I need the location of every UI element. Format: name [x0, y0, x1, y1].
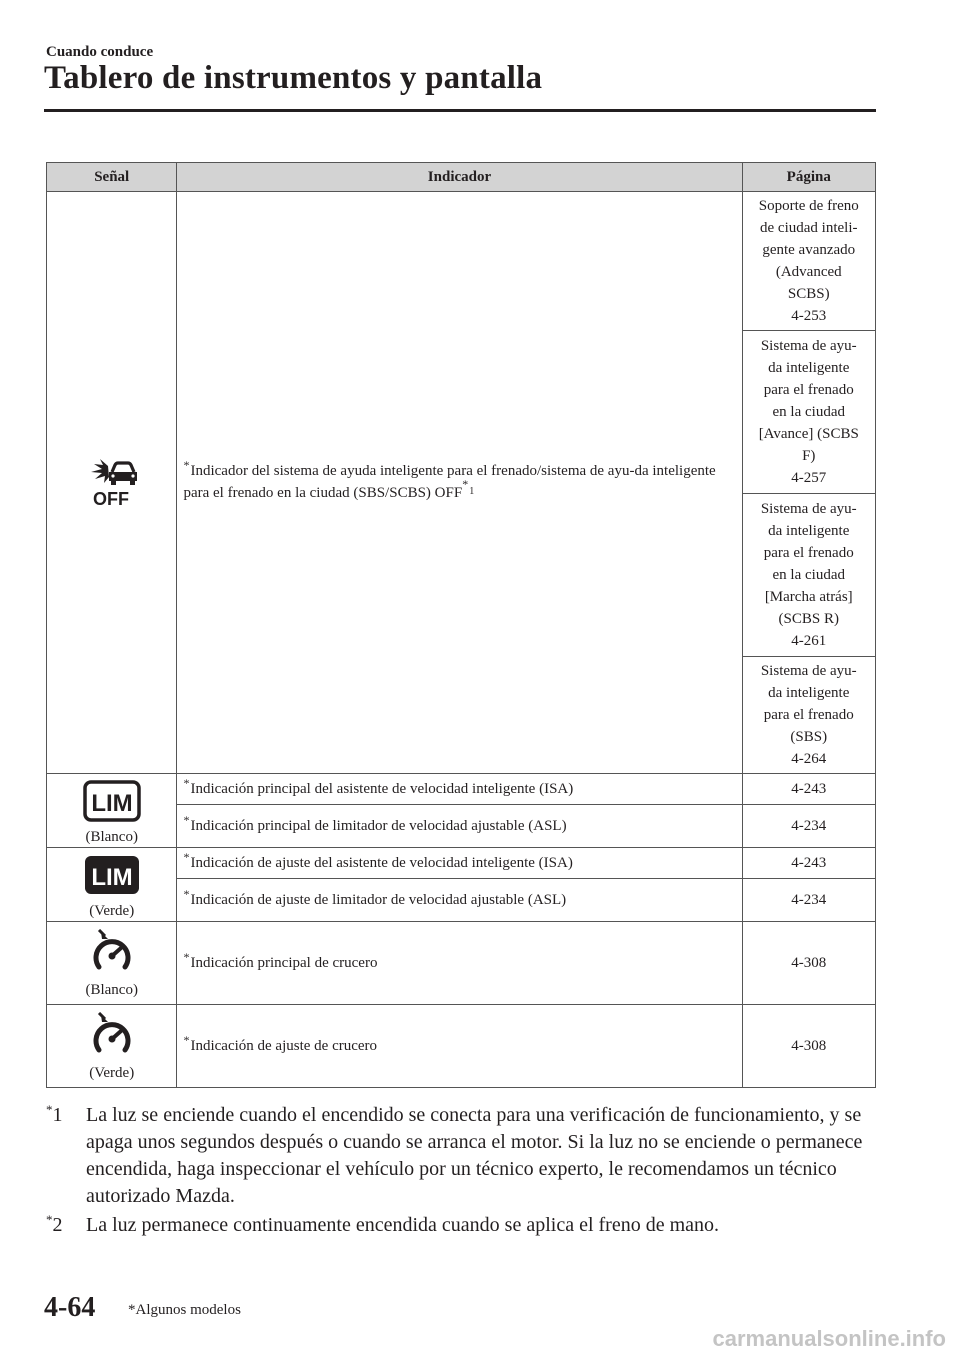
title-rule [44, 109, 876, 112]
indicator-table [46, 162, 876, 1088]
page-line: 4-264 [791, 751, 827, 767]
indicator-text: Indicación de ajuste de crucero [190, 1038, 378, 1054]
indicator-cell: *Indicador del sistema de ayuda inteligente para el frenado/sistema de ayu-da inteligente para el frenado en la ciudad (SBS/SCBS) OFF$^{*1}$ [177, 192, 742, 774]
page-line: [Avance] (SCBS [758, 426, 859, 442]
footnote-text: La luz se enciende cuando el encendido se conecta para una verificación de funcionamiento, y se apaga unos segundos después o cuando se arranca el motor. Si la luz no se enciende o permanece encendida, haga inspeccionar el vehículo por un técnico experto, le recomendamos un técnico autorizado Mazda. [86, 1104, 863, 1207]
footnote-item: *1 La luz se enciende cuando el encendido se conecta para una verificación de funcionamiento, y se apaga unos segundos después o cuando se arranca el motor. Si la luz no se enciende o permanece encendida, haga inspeccionar el vehículo por un técnico experto, le recomendamos un técnico autorizado Mazda. [46, 1102, 863, 1207]
page-line: gente avanzado [762, 242, 856, 258]
section-label: Cuando conduce [46, 44, 154, 60]
page-line: da inteligente [768, 523, 850, 539]
page-line: [Marcha atrás] [764, 589, 853, 605]
header-signal: Señal [47, 163, 177, 192]
page-cell [742, 657, 876, 774]
page-line: Soporte de freno [758, 198, 859, 214]
page-line: Sistema de ayu- [760, 338, 857, 354]
signal-cell [47, 192, 177, 774]
page-line: Sistema de ayu- [760, 663, 857, 679]
header-indicator: Indicador [177, 163, 742, 192]
cruise-icon [90, 1012, 134, 1058]
page-title: Tablero de instrumentos y pantalla [44, 60, 543, 96]
watermark: carmanualsonline.info [712, 1326, 946, 1351]
page-line: 4-261 [791, 633, 827, 649]
indicator-cell: *Indicación de ajuste del asistente de velocidad inteligente (ISA) [177, 848, 742, 879]
page-line: en la ciudad [772, 567, 845, 583]
indicator-cell: *Indicación principal de crucero [177, 922, 742, 1005]
indicator-text: Indicación principal de crucero [190, 955, 378, 971]
sbs-indicator-text: Indicador del sistema de ayuda inteligente para el frenado/sistema de ayu-da inteligente para el frenado en la ciudad (SBS/SCBS) OFF [183, 462, 716, 501]
table-row [47, 848, 876, 879]
table-row [47, 192, 876, 331]
footnotes [46, 1102, 876, 1239]
table-row [47, 922, 876, 1005]
page-cell: 4-243 [742, 848, 876, 879]
some-models-note: *Algunos modelos [128, 1302, 241, 1318]
lim-icon [83, 780, 141, 822]
table-row [47, 1005, 876, 1088]
footnote-text: La luz permanece continuamente encendida cuando se aplica el freno de mano. [86, 1214, 720, 1236]
signal-cell [47, 1005, 177, 1088]
indicator-text: Indicación principal del asistente de velocidad inteligente (ISA) [190, 781, 574, 797]
indicator-text: Indicación de ajuste del asistente de velocidad inteligente (ISA) [190, 855, 573, 871]
page-cell [742, 494, 876, 657]
sbs-indicator-ref: 1 [469, 485, 475, 497]
page-line: (Advanced [775, 264, 842, 280]
indicator-cell: *Indicación de ajuste de crucero [177, 1005, 742, 1088]
page-cell [742, 331, 876, 494]
sbs-off-icon [82, 452, 142, 508]
header-page: Página [742, 163, 876, 192]
cruise-icon [90, 929, 134, 975]
color-label: (Verde) [89, 902, 135, 919]
footnote-marker: 2 [52, 1214, 63, 1236]
lim-icon-text: LIM [91, 789, 133, 817]
indicator-text: Indicación de ajuste de limitador de velocidad ajustable (ASL) [190, 892, 567, 908]
page-cell [742, 192, 876, 331]
footnote-marker: 1 [52, 1104, 63, 1126]
page-line: da inteligente [768, 360, 850, 376]
page-line: de ciudad inteli- [760, 220, 858, 236]
indicator-cell: *Indicación de ajuste de limitador de velocidad ajustable (ASL) [177, 879, 742, 922]
sbs-off-text: OFF [92, 489, 129, 508]
page-cell: 4-308 [742, 922, 876, 1005]
page-cell: 4-234 [742, 879, 876, 922]
page-line: (SBS) [790, 729, 828, 745]
page-number: 4-64 [44, 1292, 96, 1323]
page-line: en la ciudad [772, 404, 845, 420]
indicator-cell: *Indicación principal del asistente de velocidad inteligente (ISA) [177, 774, 742, 805]
signal-cell [47, 848, 177, 922]
page-cell: 4-308 [742, 1005, 876, 1088]
page-line: (SCBS R) [778, 611, 839, 627]
page-line: Sistema de ayu- [760, 501, 857, 517]
page-cell: 4-243 [742, 774, 876, 805]
color-label: (Blanco) [85, 828, 138, 845]
page-line: SCBS) [787, 286, 830, 302]
page-line: 4-257 [791, 470, 827, 486]
lim-icon-text: LIM [91, 863, 133, 891]
color-label: (Verde) [89, 1065, 135, 1081]
indicator-text: Indicación principal de limitador de velocidad ajustable (ASL) [190, 818, 567, 834]
page-line: para el frenado [763, 707, 854, 723]
page-line: da inteligente [768, 685, 850, 701]
page-line: F) [802, 448, 816, 464]
table-row [47, 774, 876, 805]
page-line: para el frenado [763, 545, 854, 561]
signal-cell [47, 922, 177, 1005]
indicator-cell: *Indicación principal de limitador de velocidad ajustable (ASL) [177, 805, 742, 848]
table-header-row [47, 163, 876, 192]
page-line: 4-253 [791, 308, 827, 324]
signal-cell [47, 774, 177, 848]
page-cell: 4-234 [742, 805, 876, 848]
lim-icon [83, 854, 141, 896]
color-label: (Blanco) [85, 982, 138, 998]
footnote-item: *2 La luz permanece continuamente encendida cuando se aplica el freno de mano. [46, 1212, 720, 1236]
page-line: para el frenado [763, 382, 854, 398]
